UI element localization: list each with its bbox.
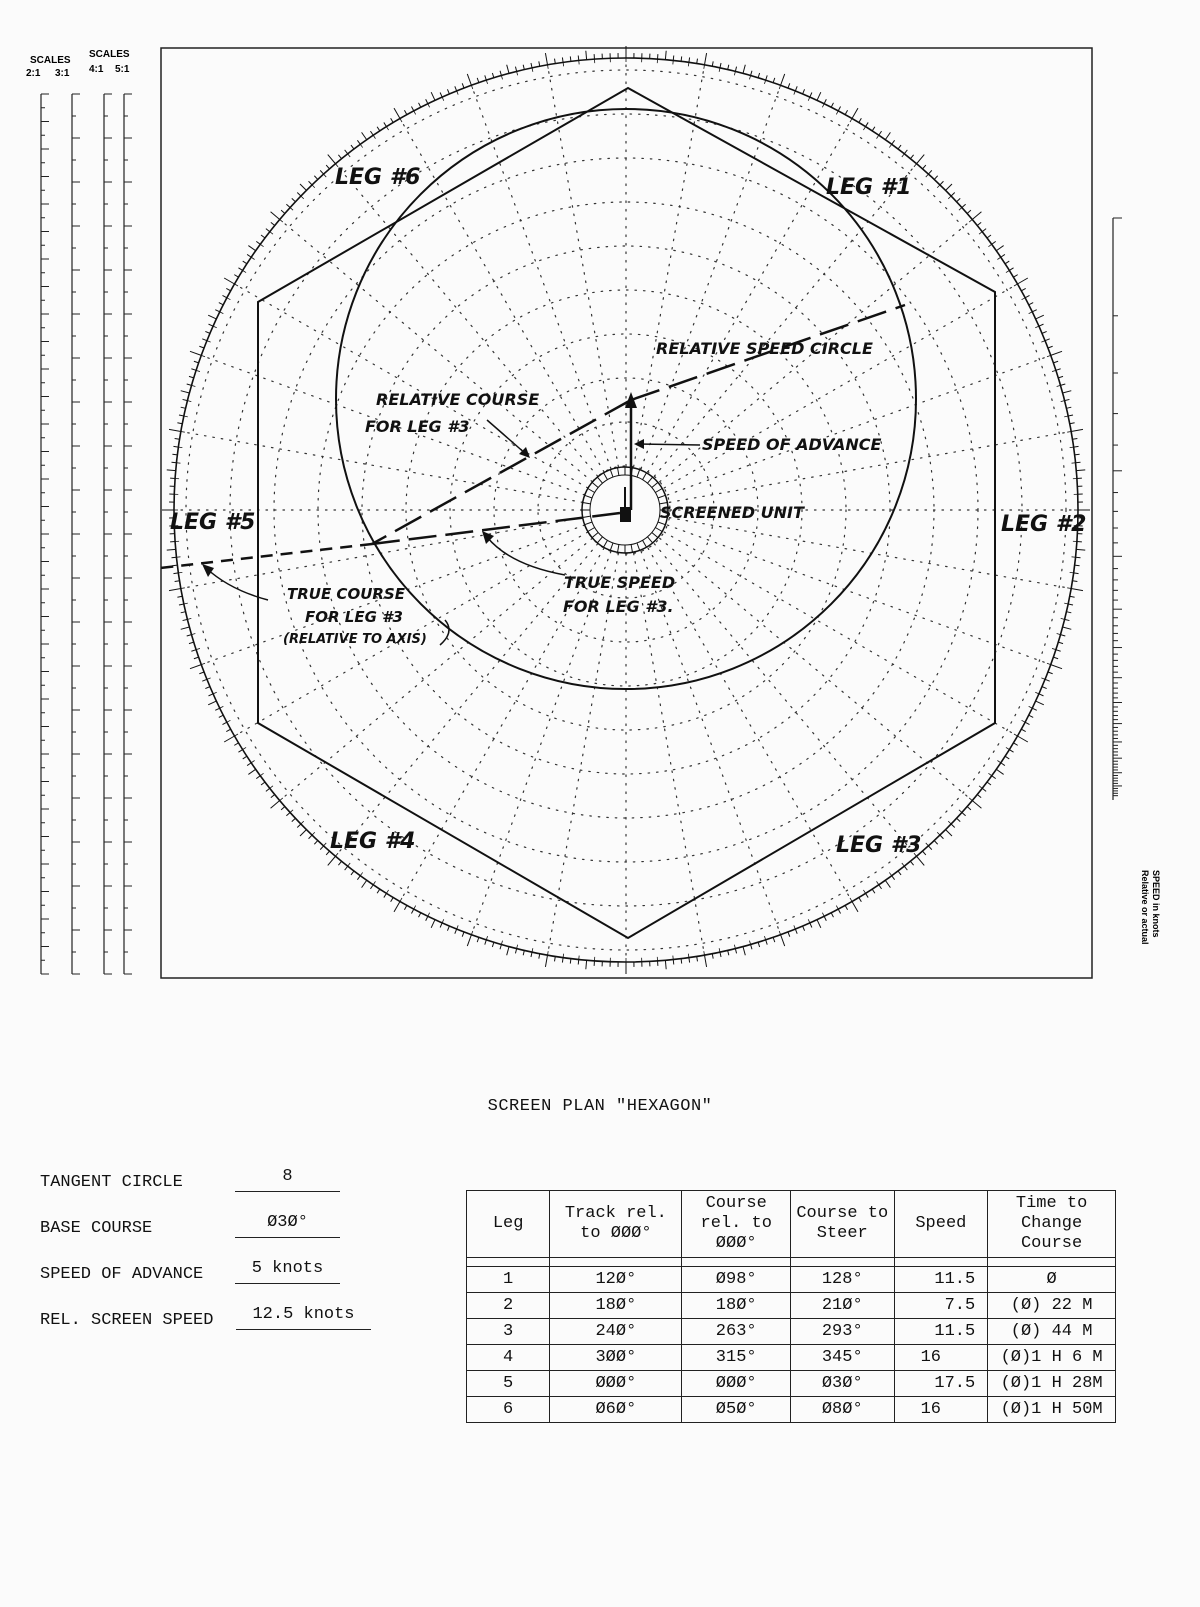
time-cell: (Ø)1 H 28M [988,1371,1116,1397]
leg-cell: 5 [467,1371,550,1397]
leg-cell: 2 [467,1293,550,1319]
course-rel-cell: ØØØ° [682,1371,790,1397]
track-cell: Ø6Ø° [550,1397,682,1423]
table-row [467,1397,1116,1423]
base-course-row [40,1213,308,1238]
base-course-value: Ø3Ø° [235,1213,340,1238]
header-course-rel: Course rel. to ØØØ° [682,1191,790,1258]
base-course-label: BASE COURSE [40,1219,153,1238]
table-row [467,1371,1116,1397]
speed-scale-caption: SPEED in knots [1151,870,1161,938]
screened-unit-marker [620,507,631,522]
course-steer-cell: Ø3Ø° [790,1371,894,1397]
table-header-row [467,1191,1116,1258]
course-rel-cell: 18Ø° [682,1293,790,1319]
page-title: SCREEN PLAN "HEXAGON" [487,1097,713,1116]
speed-of-advance-value: 5 knots [235,1259,340,1284]
true-speed-vector [372,513,620,544]
speed-of-advance-row [40,1259,324,1284]
soa-leader [638,444,700,445]
course-steer-cell: Ø8Ø° [790,1397,894,1423]
course-rel-cell: 263° [682,1319,790,1345]
header-time-to-change: Time to Change Course [988,1191,1116,1258]
rel-screen-speed-row [40,1305,355,1330]
track-cell: 12Ø° [550,1267,682,1293]
table-row [467,1267,1116,1293]
tangent-circle-value: 8 [235,1167,340,1192]
time-cell: Ø [988,1267,1116,1293]
time-cell: (Ø) 44 M [988,1319,1116,1345]
legs-table [466,1190,1116,1423]
course-rel-cell: Ø98° [682,1267,790,1293]
scale-ratio-2-1: 2:1 [26,68,41,79]
leg-3-label: LEG #3 [836,833,922,858]
leg-6-label: LEG #6 [335,165,421,190]
distance-scales [26,49,132,974]
tangent-circle-row [40,1167,293,1192]
course-steer-cell: 128° [790,1267,894,1293]
track-cell: 18Ø° [550,1293,682,1319]
leg-cell: 3 [467,1319,550,1345]
true-course-label-3: (RELATIVE TO AXIS) [283,632,427,647]
rel-screen-speed-value: 12.5 knots [236,1305,371,1330]
speed-cell: 16 [894,1397,988,1423]
scale-ratio-3-1: 3:1 [55,68,70,79]
time-cell: (Ø) 22 M [988,1293,1116,1319]
true-course-line [160,544,372,568]
speed-of-advance-form-label: SPEED OF ADVANCE [40,1265,204,1284]
speed-cell: 11.5 [894,1267,988,1293]
leg-1-label: LEG #1 [826,175,912,200]
time-cell: (Ø)1 H 50M [988,1397,1116,1423]
speed-scale [1113,218,1161,945]
track-cell: ØØØ° [550,1371,682,1397]
table-row [467,1345,1116,1371]
leg-cell: 1 [467,1267,550,1293]
course-steer-cell: 293° [790,1319,894,1345]
leg-cell: 6 [467,1397,550,1423]
course-rel-cell: Ø5Ø° [682,1397,790,1423]
scale-ratio-5-1: 5:1 [115,64,130,75]
course-steer-cell: 21Ø° [790,1293,894,1319]
table-row [467,1293,1116,1319]
leg-5-label: LEG #5 [170,510,256,535]
header-speed: Speed [894,1191,988,1258]
header-leg: Leg [467,1191,550,1258]
speed-scale-caption-2: Relative or actual [1140,870,1150,945]
scales-header-left: SCALES [30,55,71,66]
speed-cell: 7.5 [894,1293,988,1319]
true-speed-leader [487,537,565,575]
scales-header-right: SCALES [89,49,130,60]
leg-2-label: LEG #2 [1001,512,1087,537]
leg-cell: 4 [467,1345,550,1371]
speed-of-advance-label: SPEED OF ADVANCE [702,435,882,454]
time-cell: (Ø)1 H 6 M [988,1345,1116,1371]
relative-course-label-2: FOR LEG #3 [365,417,470,436]
true-speed-label-1: TRUE SPEED [564,573,676,592]
speed-cell: 17.5 [894,1371,988,1397]
tangent-circle-label: TANGENT CIRCLE [40,1173,183,1192]
scale-ratio-4-1: 4:1 [89,64,104,75]
relative-course-label-1: RELATIVE COURSE [376,390,540,409]
speed-cell: 16 [894,1345,988,1371]
true-course-label-2: FOR LEG #3 [305,608,403,626]
course-rel-cell: 315° [682,1345,790,1371]
screened-unit-label: SCREENED UNIT [660,503,804,522]
course-steer-cell: 345° [790,1345,894,1371]
rel-screen-speed-label: REL. SCREEN SPEED [40,1311,214,1330]
track-cell: 24Ø° [550,1319,682,1345]
true-speed-label-2: FOR LEG #3. [563,597,674,616]
relative-speed-circle-label: RELATIVE SPEED CIRCLE [656,339,873,358]
relative-course-leader [487,420,527,455]
true-course-label-1: TRUE COURSE [287,585,405,603]
leg-4-label: LEG #4 [330,829,416,854]
table-row [467,1319,1116,1345]
speed-cell: 11.5 [894,1319,988,1345]
header-track-rel: Track rel. to ØØØ° [550,1191,682,1258]
track-cell: 3ØØ° [550,1345,682,1371]
header-course-to-steer: Course to Steer [790,1191,894,1258]
